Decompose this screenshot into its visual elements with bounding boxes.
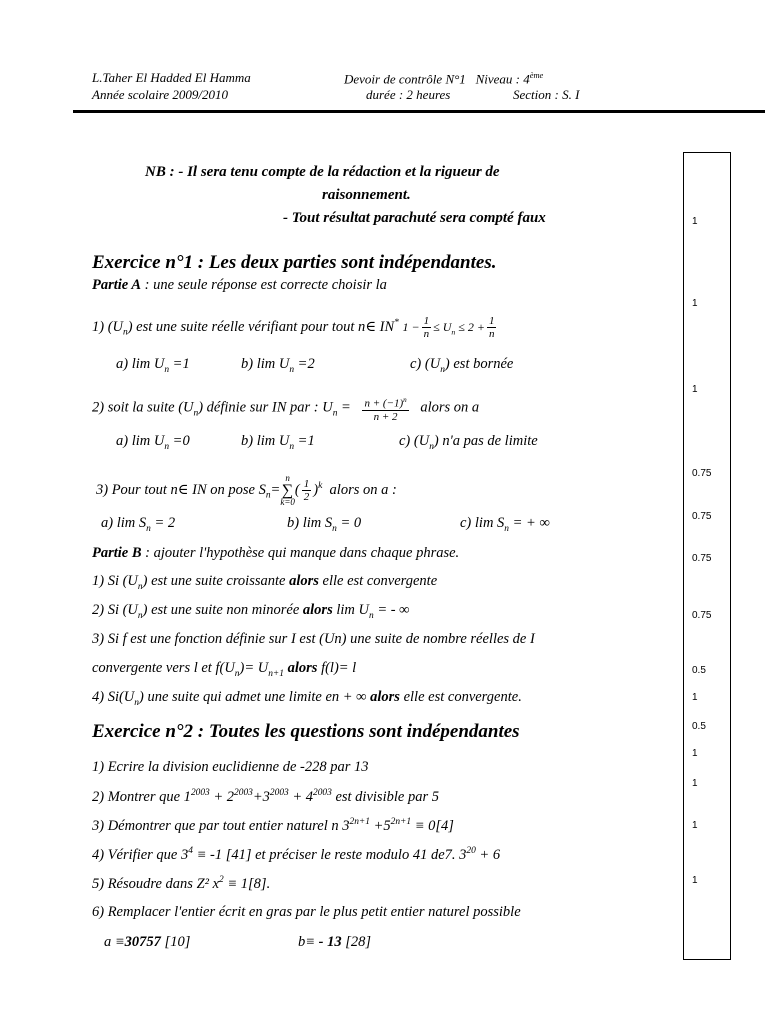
ex1-q3-opt-b: b) $\lim S_n = 0$ bbox=[287, 515, 362, 534]
ex1-q1-opt-a: a) $\lim U_n =1$ bbox=[116, 356, 190, 375]
ex1-q2-opt-b: b) $\lim U_n =1$ bbox=[241, 433, 315, 452]
ex1-q1-opt-c: c) $(U_n)$ est bornée bbox=[410, 356, 514, 375]
exam-title: Devoir de contrôle N°1 Niveau : 4ème bbox=[344, 70, 544, 87]
score-1: 1 bbox=[692, 216, 698, 227]
ex2-q1: 1) Ecrire la division euclidienne de -228 par 13 bbox=[92, 759, 369, 775]
score-12: 1 bbox=[692, 778, 698, 789]
ex1-q1-opt-b: b) $\lim U_n =2$ bbox=[241, 356, 315, 375]
score-13: 1 bbox=[692, 820, 698, 831]
ex1-q2: 2) soit la suite $(U_n)$ définie sur IN par : $U_n$ = $\frac{n + (-1)^n}{n + 2}$ alors on a bbox=[92, 396, 480, 423]
part-a-intro: Partie A : une seule réponse est correcte choisir la bbox=[92, 277, 387, 293]
part-b-q2: 2) Si $(U_n)$ est une suite non minorée alors $\lim U_n$ = - ∞ bbox=[92, 602, 410, 621]
score-7: 0.75 bbox=[692, 610, 712, 621]
nb-line-2: raisonnement. bbox=[322, 187, 411, 203]
score-10: 0.5 bbox=[692, 721, 706, 732]
part-b-q3-cont: convergente vers l et $f(U_n)= U_{n+1}$ alors f(l)= l bbox=[92, 660, 357, 679]
ex2-q2: 2) Montrer que $1^{2003} + 2^{2003}+3^{2003} + 4^{2003}$ est divisible par 5 bbox=[92, 788, 439, 805]
ex2-q3: 3) Démontrer que par tout entier naturel n $3^{2n+1} +5^{2n+1} \equiv 0[4]$ bbox=[92, 817, 454, 834]
score-9: 1 bbox=[692, 692, 698, 703]
section: Section : S. I bbox=[513, 87, 580, 102]
ex1-q1: 1) $(U_n)$ est une suite réelle vérifiant pour tout n∈ IN* 1 − $\frac{1}{n}$ ≤ $U_n \le 2$ + $\frac{1}{n}$ bbox=[92, 315, 495, 340]
school-year: Année scolaire 2009/2010 bbox=[92, 87, 228, 102]
ex1-q3: 3) Pour tout n∈ IN on pose $S_n=n$ ∑ k=0( $\frac{1}{2}$ )$^k$ alors on a : bbox=[96, 473, 397, 507]
exercise-2-title: Exercice n°2 : Toutes les questions sont indépendantes bbox=[92, 721, 520, 742]
ex1-q3-opt-c: c) $\lim S_n$ = + ∞ bbox=[460, 515, 550, 534]
part-b-intro: Partie B : ajouter l'hypothèse qui manque dans chaque phrase. bbox=[92, 545, 460, 561]
part-b-q1: 1) Si $(U_n)$ est une suite croissante alors elle est convergente bbox=[92, 573, 438, 592]
part-b-q3: 3) Si f est une fonction définie sur I est (Un) une suite de nombre réelles de I bbox=[92, 631, 535, 647]
ex2-q4: 4) Vérifier que $3^4 \equiv -1$ [41] et préciser le reste modulo 41 de7. $3^{20} + 6$ bbox=[92, 846, 501, 863]
score-8: 0.5 bbox=[692, 665, 706, 676]
score-14: 1 bbox=[692, 875, 698, 886]
score-6: 0.75 bbox=[692, 553, 712, 564]
score-11: 1 bbox=[692, 748, 698, 759]
part-b-q4: 4) $Si(U_n)$ une suite qui admet une limite en + ∞ alors elle est convergente. bbox=[92, 689, 522, 708]
ex2-q6-a: a ≡30757 [10] bbox=[104, 934, 191, 950]
nb-line-1: NB : - Il sera tenu compte de la rédaction et la rigueur de bbox=[145, 164, 500, 180]
level: Niveau : 4 bbox=[475, 71, 530, 87]
ex2-q6: 6) Remplacer l'entier écrit en gras par le plus petit entier naturel possible bbox=[92, 904, 521, 920]
score-3: 1 bbox=[692, 384, 698, 395]
score-4: 0.75 bbox=[692, 468, 712, 479]
nb-line-3: - Tout résultat parachuté sera compté faux bbox=[283, 210, 546, 226]
exercise-1-title: Exercice n°1 : Les deux parties sont indépendantes. bbox=[92, 252, 497, 273]
ex1-q3-opt-a: a) $\lim S_n = 2$ bbox=[101, 515, 176, 534]
header-rule bbox=[73, 110, 765, 113]
ex1-q2-opt-c: c) $(U_n)$ n'a pas de limite bbox=[399, 433, 538, 452]
school-name: L.Taher El Hadded El Hamma bbox=[92, 70, 251, 85]
ex2-q5: 5) Résoudre dans Z² $x^2 \equiv 1[8]$. bbox=[92, 875, 271, 892]
ex2-q6-b: b≡ - 13 [28] bbox=[298, 934, 372, 950]
score-2: 1 bbox=[692, 298, 698, 309]
ex1-q2-opt-a: a) $\lim U_n =0$ bbox=[116, 433, 190, 452]
exam-duration: durée : 2 heures bbox=[366, 87, 451, 102]
score-5: 0.75 bbox=[692, 511, 712, 522]
